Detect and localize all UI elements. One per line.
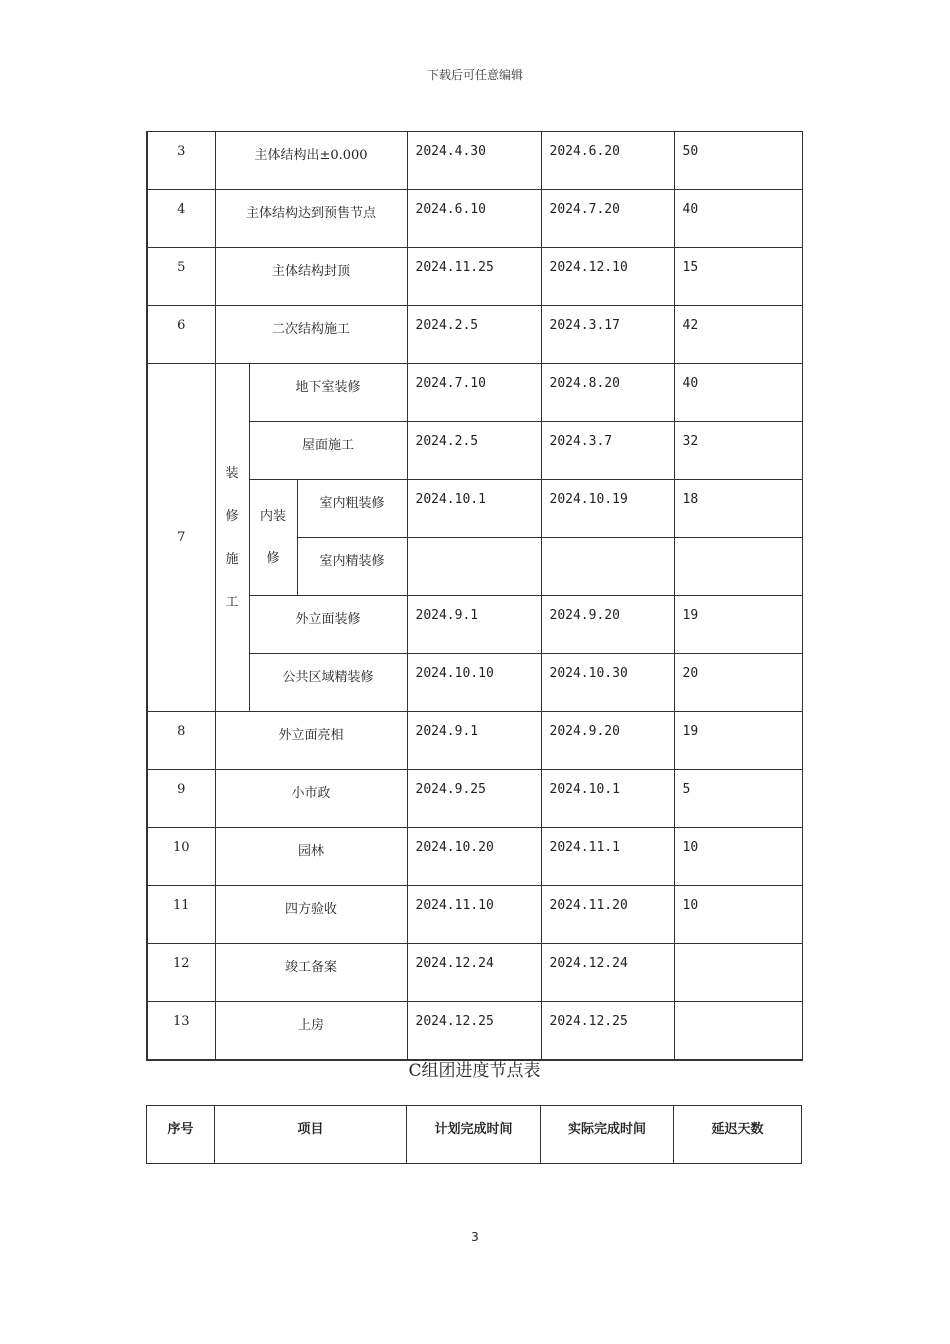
seq-cell: 12 [147,944,215,1002]
actual-date-cell: 2024.12.24 [541,944,674,1002]
plan-date-cell [407,538,541,596]
plan-date-cell: 2024.11.25 [407,248,541,306]
item-cell: 室内粗装修 [297,480,407,538]
delay-days-cell: 15 [674,248,802,306]
item-cell: 主体结构达到预售节点 [215,190,407,248]
table-row [147,944,802,1002]
item-cell: 小市政 [215,770,407,828]
plan-date-cell: 2024.7.10 [407,364,541,422]
actual-date-cell: 2024.10.30 [541,654,674,712]
actual-date-cell: 2024.12.25 [541,1002,674,1061]
header-actual-date: 实际完成时间 [541,1106,674,1164]
actual-date-cell: 2024.12.10 [541,248,674,306]
plan-date-cell: 2024.6.10 [407,190,541,248]
item-cell: 外立面亮相 [215,712,407,770]
delay-days-cell: 18 [674,480,802,538]
table-row [147,886,802,944]
item-cell: 公共区域精装修 [249,654,407,712]
table-row [147,364,802,422]
item-cell: 主体结构出±0.000 [215,132,407,190]
delay-days-cell: 32 [674,422,802,480]
plan-date-cell: 2024.10.10 [407,654,541,712]
plan-date-cell: 2024.4.30 [407,132,541,190]
seq-cell: 9 [147,770,215,828]
plan-date-cell: 2024.9.25 [407,770,541,828]
table-row [147,770,802,828]
actual-date-cell: 2024.7.20 [541,190,674,248]
seq-cell: 6 [147,306,215,364]
page-number: 3 [471,1230,479,1244]
delay-days-cell: 19 [674,596,802,654]
delay-days-cell: 50 [674,132,802,190]
header-seq: 序号 [147,1106,215,1164]
delay-days-cell [674,1002,802,1061]
plan-date-cell: 2024.10.20 [407,828,541,886]
actual-date-cell: 2024.10.19 [541,480,674,538]
label-char: 修 [266,550,280,566]
actual-date-cell: 2024.10.1 [541,770,674,828]
item-cell: 二次结构施工 [215,306,407,364]
actual-date-cell: 2024.8.20 [541,364,674,422]
table-row [147,248,802,306]
delay-days-cell: 10 [674,886,802,944]
item-cell: 园林 [215,828,407,886]
table-row [147,712,802,770]
delay-days-cell: 40 [674,190,802,248]
actual-date-cell: 2024.3.17 [541,306,674,364]
plan-date-cell: 2024.12.25 [407,1002,541,1061]
delay-days-cell: 19 [674,712,802,770]
table-row [147,132,802,190]
delay-days-cell [674,538,802,596]
plan-date-cell: 2024.10.1 [407,480,541,538]
delay-days-cell: 40 [674,364,802,422]
seq-cell: 13 [147,1002,215,1061]
plan-date-cell: 2024.9.1 [407,596,541,654]
table-row [147,828,802,886]
item-cell: 竣工备案 [215,944,407,1002]
label-char: 施 [225,551,239,567]
progress-table [146,131,803,1061]
actual-date-cell: 2024.9.20 [541,712,674,770]
table-header-row [147,1106,802,1164]
item-cell: 地下室装修 [249,364,407,422]
delay-days-cell: 10 [674,828,802,886]
label-char: 工 [225,594,239,610]
actual-date-cell [541,538,674,596]
plan-date-cell: 2024.12.24 [407,944,541,1002]
delay-days-cell [674,944,802,1002]
seq-cell: 11 [147,886,215,944]
plan-date-cell: 2024.2.5 [407,422,541,480]
delay-days-cell: 20 [674,654,802,712]
seq-cell: 3 [147,132,215,190]
item-cell: 外立面装修 [249,596,407,654]
seq-cell: 5 [147,248,215,306]
seq-cell: 8 [147,712,215,770]
c-group-progress-table [146,1105,802,1164]
plan-date-cell: 2024.2.5 [407,306,541,364]
item-cell: 屋面施工 [249,422,407,480]
item-cell: 主体结构封顶 [215,248,407,306]
table-row [147,190,802,248]
table-row [147,306,802,364]
delay-days-cell: 42 [674,306,802,364]
plan-date-cell: 2024.11.10 [407,886,541,944]
header-item: 项目 [215,1106,407,1164]
label-char: 装 [225,465,239,481]
header-plan-date: 计划完成时间 [407,1106,541,1164]
seq-cell: 10 [147,828,215,886]
actual-date-cell: 2024.3.7 [541,422,674,480]
seq-cell: 7 [147,364,215,712]
page-header: 下载后可任意编辑 [426,68,523,82]
item-cell: 上房 [215,1002,407,1061]
actual-date-cell: 2024.9.20 [541,596,674,654]
label-char: 内装 [259,508,286,524]
item-cell: 四方验收 [215,886,407,944]
delay-days-cell: 5 [674,770,802,828]
actual-date-cell: 2024.11.20 [541,886,674,944]
header-delay-days: 延迟天数 [674,1106,802,1164]
plan-date-cell: 2024.9.1 [407,712,541,770]
table-row [147,1002,802,1061]
interior-decoration-label [249,480,297,596]
decoration-group-label [215,364,249,712]
actual-date-cell: 2024.11.1 [541,828,674,886]
label-char: 修 [225,508,239,524]
table-caption: C组团进度节点表 [408,1061,541,1081]
seq-cell: 4 [147,190,215,248]
item-cell: 室内精装修 [297,538,407,596]
actual-date-cell: 2024.6.20 [541,132,674,190]
